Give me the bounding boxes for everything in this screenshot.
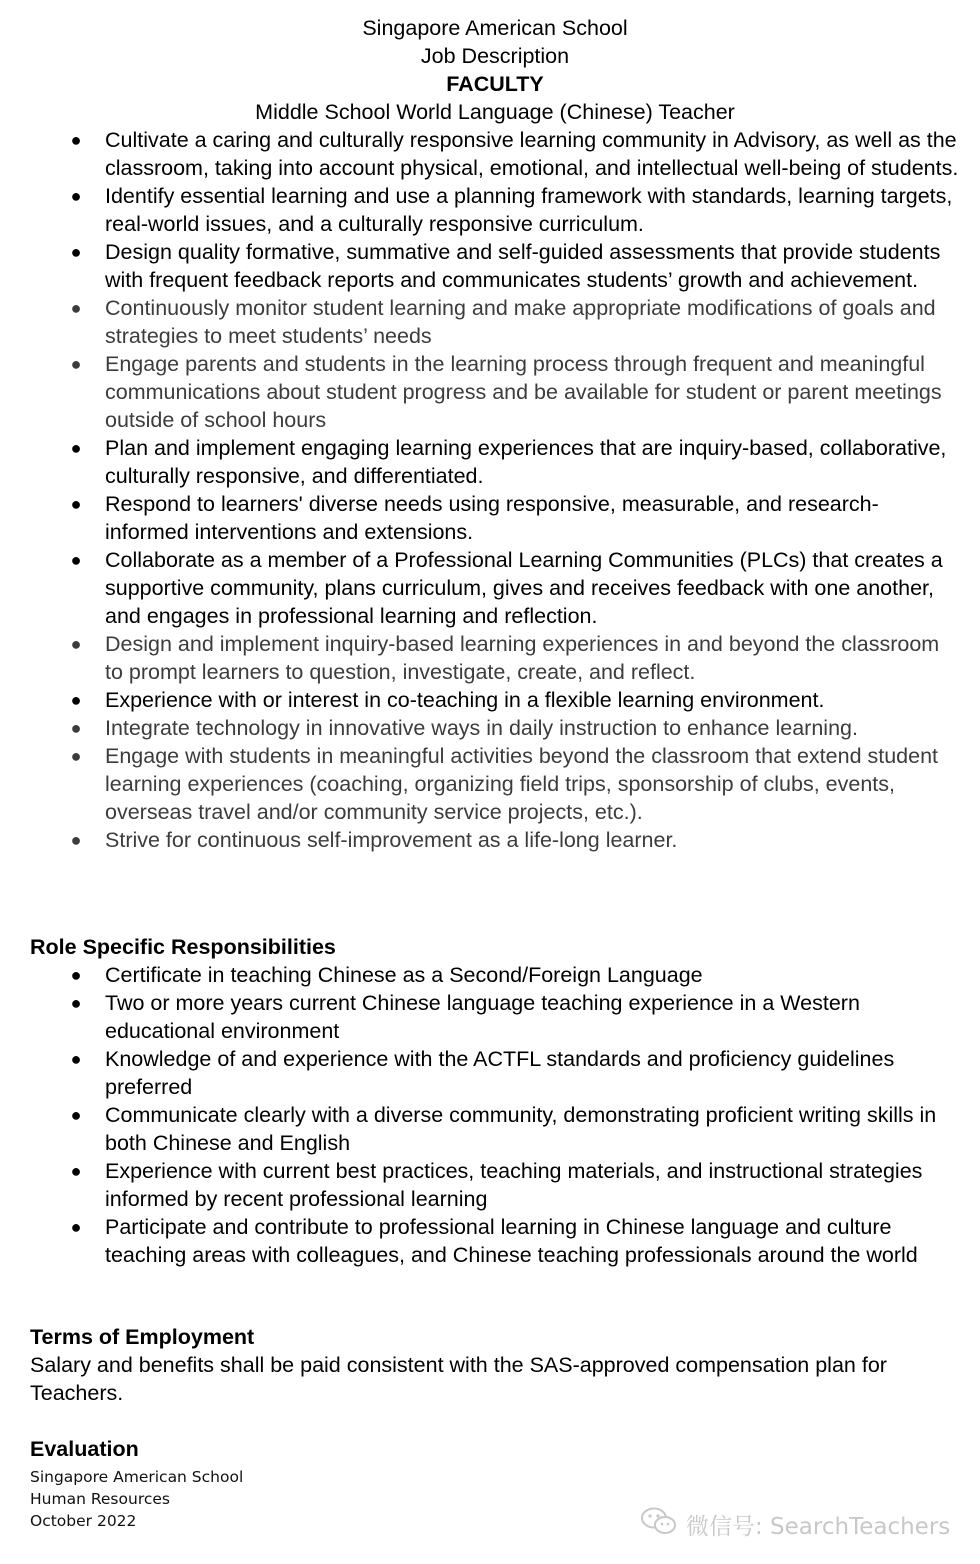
list-item [0,630,980,686]
bullet-icon: ● [70,1105,82,1125]
list-item-text: Experience with or interest in co-teaching in a flexible learning environment. [105,688,825,712]
list-item-text: Respond to learners' diverse needs using responsive, measurable, and research-informed interventions and extensions. [105,492,879,544]
list-item [0,714,980,742]
bullet-icon: ● [70,718,82,738]
bullet-icon: ● [70,746,82,766]
bullet-icon: ● [70,830,82,850]
footer-date: October 2022 [30,1512,137,1530]
list-item-text: Experience with current best practices, teaching materials, and instructional strategies informed by recent professional learning [105,1159,923,1211]
document-footer [30,1466,243,1532]
list-item [0,1213,980,1269]
list-item [0,126,980,182]
bullet-icon: ● [70,298,82,318]
list-item-text: Design and implement inquiry-based learning experiences in and beyond the classroom to prompt learners to question, investigate, create, and reflect. [105,632,940,684]
list-item [0,826,980,854]
list-item [0,1157,980,1213]
watermark-text: 微信号: SearchTeachers [686,1513,951,1540]
category-title: FACULTY [446,72,544,96]
list-item-text: Continuously monitor student learning and make appropriate modifications of goals and strategies to meet students’ needs [105,296,936,348]
bullet-icon: ● [70,438,82,458]
bullet-icon: ● [70,690,82,710]
list-item [0,1045,980,1101]
bullet-icon: ● [70,1217,82,1237]
list-item [0,182,980,238]
list-item [0,1101,980,1157]
list-item-text: Communicate clearly with a diverse community, demonstrating proficient writing skills in both Chinese and English [105,1103,937,1155]
list-item-text: Knowledge of and experience with the ACTFL standards and proficiency guidelines preferred [105,1047,895,1099]
list-item-text: Integrate technology in innovative ways in daily instruction to enhance learning. [105,716,858,740]
doc-type: Job Description [420,44,570,68]
list-item-text: Engage parents and students in the learning process through frequent and meaningful communications about student progress and be available for student or parent meetings outside of school hours [105,352,942,432]
bullet-icon: ● [70,186,82,206]
evaluation-heading: Evaluation [30,1437,139,1461]
list-item-text: Cultivate a caring and culturally responsive learning community in Advisory, as well as the classroom, taking into account physical, emotional, and intellectual well-being of students. [105,128,959,180]
list-item [0,350,980,434]
list-item [0,742,980,826]
list-item-text: Certificate in teaching Chinese as a Second/Foreign Language [105,963,703,987]
bullet-icon: ● [70,965,82,985]
list-item-text: Engage with students in meaningful activities beyond the classroom that extend student learning experiences (coaching, organizing field trips, sponsorship of clubs, events, overseas travel and/or community service projects, etc.). [105,744,939,824]
bullet-icon: ● [70,1161,82,1181]
document-header [0,14,980,126]
bullet-icon: ● [70,494,82,514]
list-item-text: Plan and implement engaging learning experiences that are inquiry-based, collaborative, culturally responsive, and differentiated. [105,436,947,488]
school-name: Singapore American School [362,16,628,40]
list-item-text: Participate and contribute to professional learning in Chinese language and culture teaching areas with colleagues, and Chinese teaching professionals around the world [105,1215,918,1267]
list-item [0,238,980,294]
terms-text: Salary and benefits shall be paid consistent with the SAS-approved compensation plan for Teachers. [30,1353,887,1405]
list-item-text: Strive for continuous self-improvement as a life-long learner. [105,828,678,852]
terms-heading: Terms of Employment [30,1325,255,1349]
list-item [0,686,980,714]
bullet-icon: ● [70,130,82,150]
list-item-text: Design quality formative, summative and self-guided assessments that provide students with frequent feedback reports and communicates students’ growth and achievement. [105,240,941,292]
bullet-icon: ● [70,993,82,1013]
list-item [0,294,980,350]
list-item [0,434,980,490]
list-item [0,989,980,1045]
list-item-text: Identify essential learning and use a planning framework with standards, learning targets, real-world issues, and a culturally responsive curriculum. [105,184,953,236]
general-responsibilities-list [0,126,980,854]
role-specific-list [0,961,980,1269]
footer-department: Human Resources [30,1490,170,1508]
list-item [0,961,980,989]
list-item-text: Two or more years current Chinese language teaching experience in a Western educational environment [105,991,860,1043]
footer-school: Singapore American School [30,1468,244,1486]
bullet-icon: ● [70,550,82,570]
bullet-icon: ● [70,242,82,262]
bullet-icon: ● [70,354,82,374]
bullet-icon: ● [70,1049,82,1069]
list-item [0,546,980,630]
list-item-text: Collaborate as a member of a Professional Learning Communities (PLCs) that creates a supportive community, plans curriculum, gives and receives feedback with one another, and engages in professional learning and reflection. [105,548,943,628]
role-specific-heading: Role Specific Responsibilities [30,935,336,959]
bullet-icon: ● [70,634,82,654]
position-title: Middle School World Language (Chinese) Teacher [255,100,735,124]
wechat-icon [640,1506,686,1542]
watermark [640,1506,950,1542]
list-item [0,490,980,546]
